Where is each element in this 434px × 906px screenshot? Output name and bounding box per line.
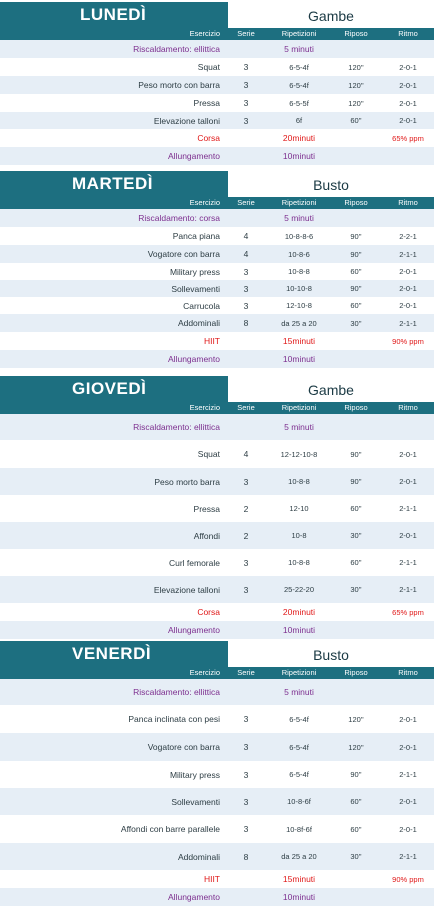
table-row (0, 227, 434, 245)
cell-se: 3 (243, 796, 249, 807)
cell-ri: 30'' (350, 852, 362, 861)
table-row (0, 314, 434, 332)
day-title-row (0, 171, 434, 197)
cell-ex: Curl femorale (168, 557, 220, 568)
cell-ex: Corsa (197, 133, 220, 143)
cell-ex: Affondi con barre parallele (120, 824, 220, 834)
cell-se: 3 (243, 476, 249, 487)
table-row (0, 733, 434, 761)
cell-se: 3 (243, 300, 249, 311)
table-row (0, 40, 434, 58)
cell-rp: 6f (295, 116, 303, 125)
table-row (0, 76, 434, 94)
cell-ex: Riscaldamento: ellittica (133, 422, 220, 432)
day-name: GIOVEDÌ (0, 376, 228, 402)
cell-ex: Sollevamenti (171, 283, 220, 294)
cell-se: 3 (243, 557, 249, 568)
cell-rt: 2-1-1 (399, 504, 417, 513)
cell-rt: 2-0-1 (399, 62, 417, 72)
cell-se: 3 (243, 80, 249, 90)
cell-se: 4 (243, 449, 249, 459)
table-row (0, 870, 434, 888)
cell-ex: Affondi (193, 530, 220, 541)
cell-rt: 2-0-1 (399, 531, 417, 540)
cell-rt: 2-0-1 (399, 267, 417, 276)
table-row (0, 129, 434, 147)
cell-rt: 2-0-1 (399, 714, 417, 724)
cell-rp: 12-12-10-8 (280, 449, 318, 459)
table-row (0, 280, 434, 297)
cell-rt: 90% ppm (392, 874, 424, 884)
day-title-row (0, 2, 434, 28)
cell-se: 3 (243, 62, 249, 72)
cell-rp: 6-5-4f (289, 714, 309, 724)
cell-ri: 60'' (350, 824, 362, 834)
cell-rt: 2-1-1 (399, 852, 417, 861)
day-block (0, 171, 434, 368)
header-se: Serie (237, 29, 255, 38)
cell-rt: 2-0-1 (399, 116, 417, 125)
cell-ri: 60'' (350, 116, 362, 125)
header-se: Serie (237, 668, 255, 677)
cell-se: 3 (243, 824, 249, 834)
table-row (0, 147, 434, 165)
table-row (0, 245, 434, 263)
cell-rp: 15minuti (282, 336, 316, 346)
cell-rp: 10-8-8 (288, 558, 310, 567)
day-focus: Gambe (308, 8, 354, 24)
cell-ex: Allungamento (168, 625, 220, 635)
table-header (0, 402, 434, 414)
cell-ex: Allungamento (168, 892, 220, 902)
header-se: Serie (237, 198, 255, 207)
cell-rp: 10-8 (291, 531, 307, 540)
cell-rp: 5 minuti (284, 422, 314, 432)
cell-se: 4 (243, 231, 249, 241)
table-row (0, 549, 434, 576)
cell-ri: 120'' (348, 714, 364, 724)
cell-se: 3 (243, 584, 249, 595)
header-rp: Ripetizioni (281, 198, 317, 207)
cell-ex: Corsa (197, 607, 220, 617)
cell-ex: Riscaldamento: corsa (138, 213, 220, 223)
table-row (0, 679, 434, 705)
cell-rp: 6-5-4f (289, 62, 309, 72)
cell-se: 3 (243, 266, 249, 277)
table-row (0, 495, 434, 522)
cell-se: 8 (243, 318, 249, 328)
table-row (0, 468, 434, 495)
header-ex: Esercizio (189, 29, 220, 38)
table-row (0, 94, 434, 112)
cell-ri: 120'' (348, 62, 364, 72)
header-rp: Ripetizioni (281, 29, 317, 38)
header-ri: Riposo (344, 29, 368, 38)
header-ex: Esercizio (189, 403, 220, 412)
header-ex: Esercizio (189, 668, 220, 677)
table-header (0, 667, 434, 679)
cell-ex: Peso morto barra (154, 476, 220, 487)
cell-ri: 120'' (348, 742, 364, 752)
cell-rp: 5 minuti (284, 44, 314, 54)
cell-ex: Panca piana (172, 231, 220, 241)
cell-ex: Addominali (177, 851, 220, 862)
day-block (0, 641, 434, 906)
cell-rt: 2-0-1 (399, 824, 417, 834)
cell-rt: 2-1-1 (399, 318, 417, 328)
cell-rp: 10minuti (282, 354, 316, 364)
cell-rp: 6-5-4f (289, 80, 309, 90)
header-ri: Riposo (344, 198, 368, 207)
day-title-row (0, 641, 434, 667)
cell-rp: da 25 a 20 (281, 318, 317, 328)
table-row (0, 761, 434, 788)
table-row (0, 350, 434, 368)
cell-ri: 120'' (348, 80, 364, 90)
day-name: LUNEDÌ (0, 2, 228, 28)
day-name: MARTEDÌ (0, 171, 228, 197)
cell-rt: 2-0-1 (399, 98, 417, 108)
table-header (0, 28, 434, 40)
cell-ri: 90'' (350, 770, 362, 779)
cell-rp: 6-5-4f (289, 742, 309, 752)
table-row (0, 209, 434, 227)
cell-rt: 2-1-1 (399, 770, 417, 779)
cell-se: 3 (243, 769, 249, 780)
cell-rt: 2-1-1 (399, 558, 417, 567)
header-ri: Riposo (344, 403, 368, 412)
header-ex: Esercizio (189, 198, 220, 207)
cell-rt: 2-0-1 (399, 80, 417, 90)
cell-rt: 65% ppm (392, 133, 424, 143)
cell-ri: 90'' (350, 231, 362, 241)
header-rt: Ritmo (398, 403, 418, 412)
cell-ex: Elevazione talloni (153, 115, 220, 126)
cell-se: 4 (243, 249, 249, 259)
cell-rt: 2-0-1 (399, 284, 417, 293)
cell-se: 8 (243, 851, 249, 862)
cell-rp: 6-5-4f (289, 770, 309, 779)
cell-se: 3 (243, 98, 249, 108)
header-rp: Ripetizioni (281, 668, 317, 677)
table-row (0, 414, 434, 440)
table-row (0, 788, 434, 815)
cell-ri: 60'' (350, 267, 362, 276)
cell-rp: 10-8-6 (288, 249, 310, 259)
cell-ex: Carrucola (183, 300, 220, 311)
header-rt: Ritmo (398, 198, 418, 207)
cell-rp: 5 minuti (284, 687, 314, 697)
cell-rp: 10minuti (282, 892, 316, 902)
cell-ri: 90'' (350, 249, 362, 259)
table-row (0, 58, 434, 76)
cell-rp: 6-5-5f (289, 98, 309, 108)
cell-rt: 65% ppm (392, 607, 424, 617)
cell-rp: 10-8-8-6 (284, 231, 314, 241)
cell-rt: 2-0-1 (399, 301, 417, 310)
cell-rt: 2-0-1 (399, 742, 417, 752)
cell-ex: Peso morto con barra (138, 80, 220, 90)
cell-rp: 10-10-8 (286, 284, 312, 293)
cell-ex: Military press (169, 769, 220, 780)
cell-rp: 25-22-20 (283, 585, 315, 594)
cell-ex: Pressa (193, 98, 220, 108)
cell-ri: 60'' (350, 797, 362, 806)
cell-ex: HIIT (203, 874, 220, 884)
header-rp: Ripetizioni (281, 403, 317, 412)
cell-se: 2 (243, 503, 249, 514)
cell-rp: da 25 a 20 (281, 852, 317, 861)
cell-rt: 90% ppm (392, 336, 424, 346)
cell-rp: 10-8-8 (288, 477, 310, 486)
cell-ex: Allungamento (168, 151, 220, 161)
cell-rp: 10-8-8 (288, 267, 310, 276)
table-row (0, 705, 434, 733)
table-row (0, 815, 434, 843)
cell-rt: 2-0-1 (399, 477, 417, 486)
cell-ex: Elevazione talloni (153, 584, 220, 595)
table-row (0, 332, 434, 350)
cell-ex: Squat (197, 62, 220, 72)
cell-ri: 30'' (350, 531, 362, 540)
cell-ri: 90'' (350, 449, 362, 459)
cell-rp: 10minuti (282, 151, 316, 161)
cell-rp: 20minuti (282, 607, 316, 617)
cell-rt: 2-1-1 (399, 249, 417, 259)
day-focus: Gambe (308, 382, 354, 398)
cell-ri: 120'' (348, 98, 364, 108)
day-focus: Busto (313, 647, 349, 663)
day-block (0, 376, 434, 639)
cell-rp: 12-10 (289, 504, 309, 513)
table-row (0, 112, 434, 129)
cell-ex: Riscaldamento: ellittica (133, 687, 220, 697)
table-header (0, 197, 434, 209)
cell-rp: 20minuti (282, 133, 316, 143)
cell-ex: Addominali (177, 318, 220, 328)
table-row (0, 621, 434, 639)
cell-rp: 10-8-6f (287, 797, 311, 806)
cell-ex: Vogatore con barra (147, 742, 220, 752)
cell-ex: Military press (169, 266, 220, 277)
table-row (0, 522, 434, 549)
cell-rt: 2-1-1 (399, 585, 417, 594)
cell-ex: Panca inclinata con pesi (128, 714, 220, 724)
cell-rp: 15minuti (282, 874, 316, 884)
cell-ri: 60'' (350, 558, 362, 567)
cell-ri: 60'' (350, 301, 362, 310)
day-block (0, 2, 434, 165)
day-name: VENERDÌ (0, 641, 228, 667)
cell-rp: 10minuti (282, 625, 316, 635)
cell-se: 3 (243, 714, 249, 724)
cell-ri: 30'' (350, 585, 362, 594)
table-row (0, 440, 434, 468)
cell-ri: 90'' (350, 284, 362, 293)
header-rt: Ritmo (398, 29, 418, 38)
header-rt: Ritmo (398, 668, 418, 677)
cell-ex: Sollevamenti (171, 796, 220, 807)
cell-rt: 2-2-1 (399, 231, 417, 241)
cell-ex: Allungamento (168, 354, 220, 364)
table-row (0, 843, 434, 870)
header-ri: Riposo (344, 668, 368, 677)
cell-se: 3 (243, 115, 249, 126)
cell-ex: Squat (197, 449, 220, 459)
table-row (0, 297, 434, 314)
cell-ex: Vogatore con barra (147, 249, 220, 259)
cell-rp: 5 minuti (284, 213, 314, 223)
cell-ri: 30'' (350, 318, 362, 328)
cell-rt: 2-0-1 (399, 449, 417, 459)
cell-ex: Pressa (193, 503, 220, 514)
table-row (0, 576, 434, 603)
table-row (0, 888, 434, 906)
cell-rp: 10-8f-6f (286, 824, 312, 834)
cell-rt: 2-0-1 (399, 797, 417, 806)
cell-ri: 60'' (350, 504, 362, 513)
header-se: Serie (237, 403, 255, 412)
table-row (0, 263, 434, 280)
cell-ex: Riscaldamento: ellittica (133, 44, 220, 54)
cell-se: 3 (243, 742, 249, 752)
day-focus: Busto (313, 177, 349, 193)
cell-se: 3 (243, 283, 249, 294)
day-title-row (0, 376, 434, 402)
cell-ex: HIIT (203, 336, 220, 346)
cell-se: 2 (243, 530, 249, 541)
table-row (0, 603, 434, 621)
cell-ri: 90'' (350, 477, 362, 486)
cell-rp: 12-10-8 (286, 301, 312, 310)
